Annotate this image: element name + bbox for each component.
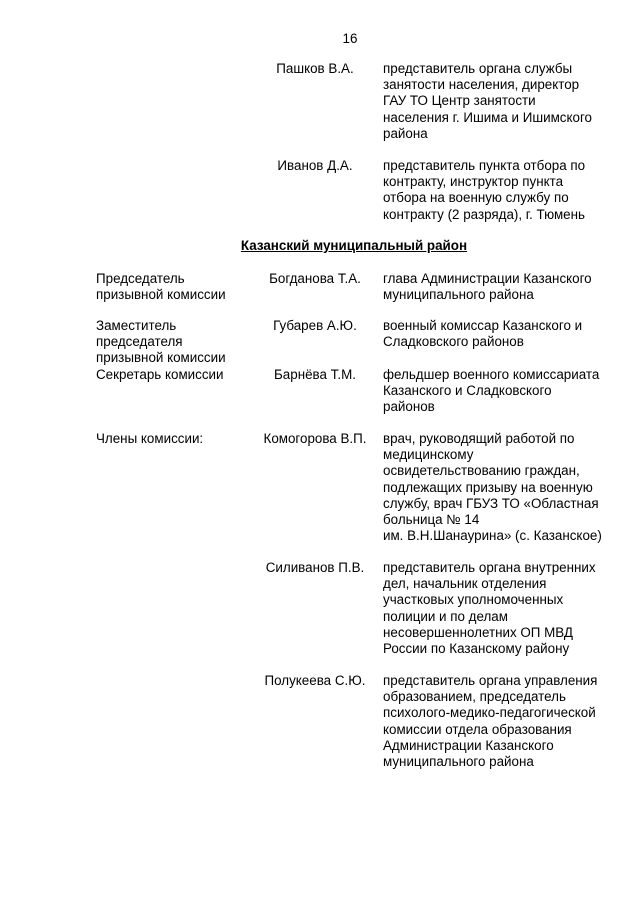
member-position: представитель пункта отбора по контракту, инструктор пункта отбора на военную службу по контракту (2 разряда), г. Тюмень	[383, 158, 586, 222]
page-number: 16	[342, 31, 358, 46]
member-position: фельдшер военного комиссариата Казанского и Сладковского районов	[383, 367, 600, 415]
member-role: Заместитель председателя призывной комиссии	[96, 318, 226, 366]
member-role: Председатель призывной комиссии	[96, 271, 226, 303]
member-name: Богданова Т.А.	[269, 271, 361, 286]
member-position: военный комиссар Казанского и Сладковского районов	[383, 318, 583, 350]
member-role: Секретарь комиссии	[96, 367, 224, 382]
member-position: представитель органа внутренних дел, начальник отделения участковых уполномоченных полиции и по делам несовершеннолетних ОП МВД России по Казанскому району	[383, 560, 596, 657]
member-name: Силиванов П.В.	[265, 560, 365, 575]
section-title: Казанский муниципальный район	[240, 238, 468, 253]
member-name: Губарев А.Ю.	[273, 318, 357, 333]
member-role: Члены комиссии:	[96, 431, 204, 446]
member-name: Иванов Д.А.	[277, 158, 353, 173]
member-position: представитель органа службы занятости населения, директор ГАУ ТО Центр занятости населения г. Ишима и Ишимского района	[383, 61, 592, 141]
member-name: Пашков В.А.	[276, 61, 354, 76]
member-position: представитель органа управления образованием, председатель психолого-медико-педагогической комиссии отдела образования Администрации Казанского муниципального района	[383, 673, 598, 770]
member-name: Барнёва Т.М.	[274, 367, 356, 382]
member-name: Комогорова В.П.	[263, 431, 367, 446]
member-position: глава Администрации Казанского муниципального района	[383, 271, 592, 303]
member-name: Полукеева С.Ю.	[264, 673, 366, 688]
member-position: врач, руководящий работой по медицинскому освидетельствованию граждан, подлежащих призыву на военную службу, врач ГБУЗ ТО «Областная больница № 14 им. В.Н.Шанаурина» (с. Казанское)	[383, 431, 602, 544]
